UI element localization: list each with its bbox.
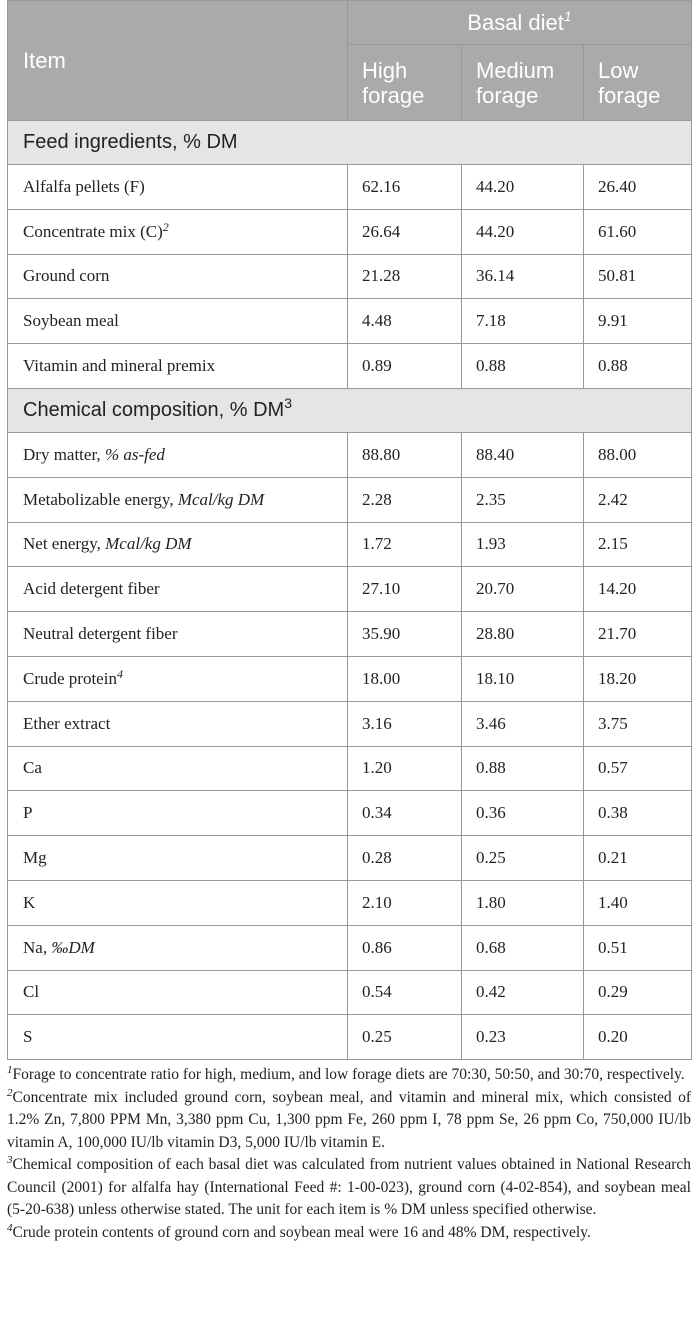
footnotes [7,1064,691,1244]
table-cell-value: 18.00 [348,656,462,701]
row-label: Crude protein$^4$ [8,656,348,701]
table-cell-value: 0.88 [584,344,692,389]
table-cell-value: 14.20 [584,567,692,612]
table-row [8,880,692,925]
table-cell-value: 0.20 [584,1015,692,1060]
table-cell-value: 28.80 [462,612,584,657]
table-row [8,209,692,254]
footnote: $^3$Chemical composition of each basal diet was calculated from nutrient values obtained in National Research Council (2001) for alfalfa hay (International Feed #: 1-00-023), ground corn (4-02-854), and soybean meal (5-20-638) unless otherwise stated. The unit for each item is % DM unless specified otherwise. [7,1154,691,1218]
table-cell-value: 3.75 [584,701,692,746]
table-row [8,1015,692,1060]
table-row [8,477,692,522]
row-unit: ‰DM [51,937,95,957]
table-cell-value: 21.28 [348,254,462,299]
table-cell-value: 20.70 [462,567,584,612]
table-cell-value: 2.35 [462,477,584,522]
footnote-marker: 2 [7,1086,13,1099]
row-unit: Mcal/kg DM [177,489,265,509]
table-cell-value: 2.15 [584,522,692,567]
table-cell-value: 1.80 [462,880,584,925]
table-cell-value: 36.14 [462,254,584,299]
table-cell-value: 0.42 [462,970,584,1015]
row-label: Neutral detergent fiber [8,612,348,657]
table-cell-value: 88.40 [462,432,584,477]
table-cell-value: 27.10 [348,567,462,612]
table-cell-value: 35.90 [348,612,462,657]
table-row [8,701,692,746]
table-cell-value: 0.51 [584,925,692,970]
table-row [8,656,692,701]
column-header-medium-forage: Medium forage [462,45,584,121]
table-cell-value: 4.48 [348,299,462,344]
table-row [8,791,692,836]
table-cell-value: 1.93 [462,522,584,567]
column-header-low-forage: Low forage [584,45,692,121]
row-label: Dry matter, % as-fed [8,432,348,477]
table-cell-value: 2.28 [348,477,462,522]
footnote-marker: 2 [162,219,169,234]
table-row [8,925,692,970]
section-title: Chemical composition, % $DM^3$ [8,388,692,432]
table-row [8,567,692,612]
row-label: Mg [8,836,348,881]
table-cell-value: 0.86 [348,925,462,970]
footnote: $^1$Forage to concentrate ratio for high, medium, and low forage diets are 70:30, 50:50, and 30:70, respectively. [7,1064,685,1083]
row-label: Ground corn [8,254,348,299]
footnote-marker: 1 [563,7,572,24]
table-row [8,344,692,389]
column-header-high-forage: High forage [348,45,462,121]
table-cell-value: 26.40 [584,165,692,210]
table-cell-value: 21.70 [584,612,692,657]
row-label: Cl [8,970,348,1015]
table-cell-value: 18.10 [462,656,584,701]
table-cell-value: 0.68 [462,925,584,970]
table-cell-value: 0.25 [462,836,584,881]
table-cell-value: 0.57 [584,746,692,791]
table-cell-value: 7.18 [462,299,584,344]
table-row [8,165,692,210]
table-row [8,254,692,299]
table-row [8,522,692,567]
row-label: K [8,880,348,925]
table-cell-value: 88.80 [348,432,462,477]
row-label: Net energy, Mcal/kg DM [8,522,348,567]
table-cell-value: 62.16 [348,165,462,210]
footnote-marker: 3 [7,1154,13,1166]
footnote-marker: 3 [284,394,292,411]
table-cell-value: 1.40 [584,880,692,925]
table-cell-value: 18.20 [584,656,692,701]
table-row [8,836,692,881]
row-label: Na, ‰DM [8,925,348,970]
table-cell-value: 0.21 [584,836,692,881]
row-label: S [8,1015,348,1060]
table-cell-value: 0.36 [462,791,584,836]
table-cell-value: 0.88 [462,344,584,389]
footnote-marker: 4 [7,1221,13,1234]
table-row [8,970,692,1015]
table-cell-value: 44.20 [462,209,584,254]
row-label: Ca [8,746,348,791]
table-cell-value: 2.10 [348,880,462,925]
basal-diet-header: Basal diet$^1$ [348,1,692,45]
row-label: P [8,791,348,836]
basal-diet-table [7,0,692,1060]
table-cell-value: 50.81 [584,254,692,299]
row-label: Metabolizable energy, Mcal/kg DM [8,477,348,522]
table-cell-value: 61.60 [584,209,692,254]
table-cell-value: 44.20 [462,165,584,210]
table-body [8,121,692,1060]
footnote: $^2$Concentrate mix included ground corn, soybean meal, and vitamin and mineral mix, which consisted of 1.2% Zn, 7,800 PPM Mn, 3,380 ppm Cu, 1,300 ppm Fe, 260 ppm I, 78 ppm Se, 26 ppm Co, 750,000 IU/lb vitamin A, 100,000 IU/lb vitamin D3, 5,000 IU/lb vitamin E. [7,1086,691,1151]
row-label: Concentrate mix $(C)^2$ [8,209,348,254]
table-cell-value: 2.42 [584,477,692,522]
footnote-marker: 1 [7,1064,13,1076]
table-cell-value: 0.38 [584,791,692,836]
row-label: Acid detergent fiber [8,567,348,612]
footnote-marker: 4 [116,666,123,681]
item-column-header: Item [8,1,348,121]
table-row [8,746,692,791]
table-cell-value: 3.46 [462,701,584,746]
row-unit: Mcal/kg DM [105,534,192,554]
table-cell-value: 0.23 [462,1015,584,1060]
table-cell-value: 0.25 [348,1015,462,1060]
table-cell-value: 0.54 [348,970,462,1015]
table-cell-value: 0.29 [584,970,692,1015]
table-cell-value: 0.88 [462,746,584,791]
table-cell-value: 1.20 [348,746,462,791]
table-cell-value: 0.34 [348,791,462,836]
header-row-top [8,1,692,45]
row-label: Alfalfa pellets (F) [8,165,348,210]
row-unit: % as-fed [104,444,165,464]
table-row [8,299,692,344]
table-cell-value: 88.00 [584,432,692,477]
table-cell-value: 0.89 [348,344,462,389]
table-cell-value: 26.64 [348,209,462,254]
section-header-row [8,121,692,165]
table-cell-value: 1.72 [348,522,462,567]
row-label: Ether extract [8,701,348,746]
row-label: Soybean meal [8,299,348,344]
table-row [8,432,692,477]
section-title: Feed ingredients, % DM [8,121,692,165]
table-cell-value: 0.28 [348,836,462,881]
table-cell-value: 3.16 [348,701,462,746]
row-label: Vitamin and mineral premix [8,344,348,389]
footnote: $^4$Crude protein contents of ground corn and soybean meal were 16 and 48% DM, respectively. [7,1221,591,1241]
section-header-row [8,388,692,432]
table-cell-value: 9.91 [584,299,692,344]
table-row [8,612,692,657]
